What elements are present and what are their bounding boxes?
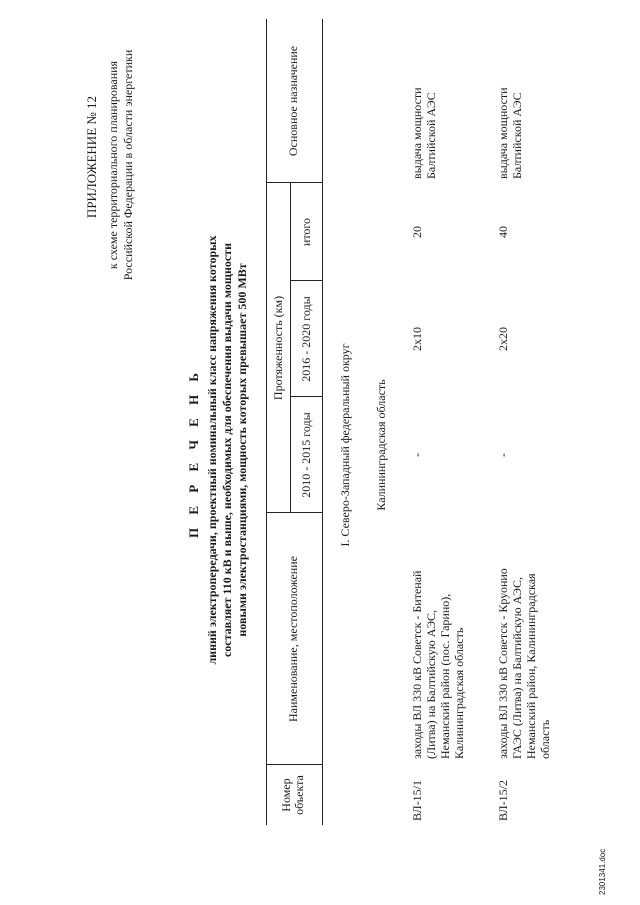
row-name bbox=[410, 515, 466, 759]
row-name-line: область bbox=[538, 719, 552, 759]
row-name-line: (Литва) на Балтийскую АЭС, bbox=[424, 609, 438, 759]
row-length-2010-2015: - bbox=[496, 453, 510, 457]
row-name-line: Калининградская область bbox=[452, 627, 466, 759]
table-header-bottom-rule bbox=[322, 19, 323, 825]
document-title: П Е Р Е Ч Е Н Ь bbox=[186, 367, 201, 539]
row-name-line: заходы ВЛ 330 кВ Советск - Круонио bbox=[496, 568, 510, 759]
appendix-subtitle bbox=[106, 15, 136, 315]
region-heading: Калининградская область bbox=[374, 379, 388, 511]
table-subheader-rule bbox=[290, 183, 291, 513]
file-stamp: 2301341.doc bbox=[598, 848, 607, 895]
row-length-total: 40 bbox=[496, 226, 510, 238]
header-period-2010-2015: 2010 - 2015 годы bbox=[299, 412, 313, 498]
row-purpose-line: выдача мощности bbox=[496, 87, 510, 179]
description-line: линий электропередачи, проектный номинальный класс напряжения которых bbox=[205, 235, 219, 665]
description-line: новыми электростанциями, мощность которых превышает 500 МВт bbox=[235, 263, 249, 637]
header-period-2016-2020: 2016 - 2020 годы bbox=[299, 296, 313, 382]
row-name-line: ГАЭС (Литва) на Балтийскую АЭС, bbox=[510, 577, 524, 759]
header-purpose: Основное назначение bbox=[286, 45, 300, 157]
description-line: составляет 110 кВ и выше, необходимых для обеспечения выдачи мощности bbox=[220, 242, 234, 658]
appendix-subtitle-line: Российской Федерации в области энергетики bbox=[121, 49, 135, 281]
header-length: Протяженность (км) bbox=[271, 295, 285, 401]
header-object-number bbox=[280, 765, 306, 825]
row-name-line: Неманский район (пос. Гарино), bbox=[438, 593, 452, 759]
row-name-line: заходы ВЛ 330 кВ Советск - Битенай bbox=[410, 570, 424, 759]
row-object-id: ВЛ-15/2 bbox=[496, 779, 510, 821]
header-total: итого bbox=[299, 217, 313, 247]
row-name bbox=[496, 515, 552, 759]
section-heading: I. Северо-Западный федеральный округ bbox=[338, 343, 352, 547]
header-line: Номер bbox=[279, 778, 293, 812]
row-length-2016-2020: 2х20 bbox=[496, 327, 510, 351]
appendix-title: ПРИЛОЖЕНИЕ № 12 bbox=[84, 95, 99, 219]
document-description bbox=[205, 195, 250, 705]
row-name-line: Неманский район, Калининградская bbox=[524, 573, 538, 759]
row-purpose bbox=[496, 19, 524, 179]
row-purpose-line: Балтийской АЭС bbox=[510, 92, 524, 179]
header-line: объекта bbox=[292, 775, 306, 815]
row-length-2010-2015: - bbox=[410, 453, 424, 457]
appendix-subtitle-line: к схеме территориального планирования bbox=[106, 60, 120, 270]
row-object-id: ВЛ-15/1 bbox=[410, 779, 424, 821]
table-top-rule bbox=[266, 19, 267, 825]
row-length-2016-2020: 2х10 bbox=[410, 327, 424, 351]
row-purpose-line: Балтийской АЭС bbox=[424, 92, 438, 179]
header-name: Наименование, местоположение bbox=[286, 556, 300, 722]
row-purpose-line: выдача мощности bbox=[410, 87, 424, 179]
row-purpose bbox=[410, 19, 438, 179]
row-length-total: 20 bbox=[410, 226, 424, 238]
